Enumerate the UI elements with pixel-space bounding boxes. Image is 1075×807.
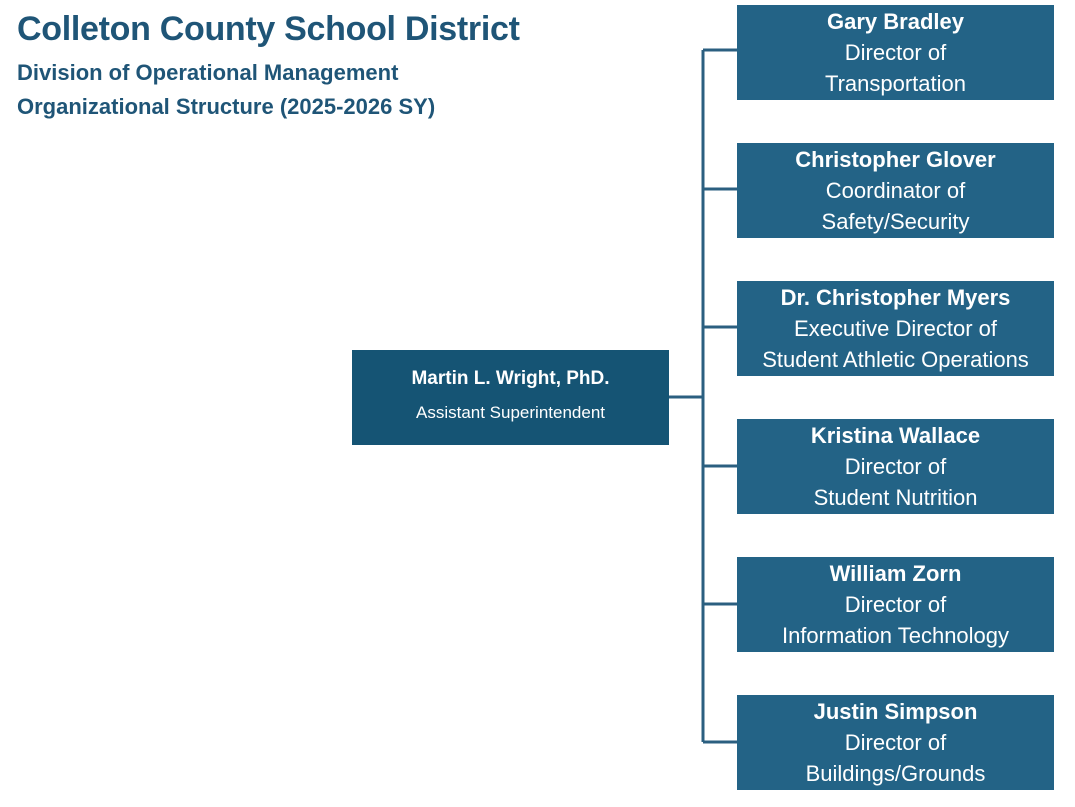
report-role-line1: Director of	[844, 40, 947, 65]
report-role-line1: Director of	[844, 592, 947, 617]
report-role-line2: Student Nutrition	[813, 485, 978, 510]
root-name: Martin L. Wright, PhD.	[411, 368, 610, 389]
report-node	[737, 695, 1054, 790]
report-role-line1: Director of	[844, 454, 947, 479]
root-role: Assistant Superintendent	[415, 403, 605, 422]
report-role-line2: Information Technology	[781, 623, 1010, 648]
report-name: Gary Bradley	[827, 9, 964, 34]
root-node	[352, 350, 669, 445]
report-node	[737, 557, 1054, 652]
report-role-line2: Buildings/Grounds	[805, 761, 986, 786]
page-title: Colleton County School District	[17, 10, 520, 48]
report-role-line1: Director of	[844, 730, 947, 755]
report-name: William Zorn	[829, 561, 962, 586]
report-role-line2: Student Athletic Operations	[762, 347, 1029, 372]
division-subtitle: Division of Operational Management	[17, 60, 399, 85]
report-name: Dr. Christopher Myers	[780, 285, 1011, 310]
report-role-line2: Safety/Security	[821, 209, 970, 234]
report-node	[737, 281, 1054, 376]
report-role-line2: Transportation	[824, 71, 967, 96]
report-node	[737, 5, 1054, 100]
report-name: Justin Simpson	[813, 699, 978, 724]
report-role-line1: Coordinator of	[825, 178, 966, 203]
report-node	[737, 419, 1054, 514]
report-node	[737, 143, 1054, 238]
report-role-line1: Executive Director of	[794, 316, 997, 341]
report-name: Kristina Wallace	[810, 423, 981, 448]
report-name: Christopher Glover	[795, 147, 996, 172]
structure-subtitle: Organizational Structure (2025-2026 SY)	[17, 94, 436, 119]
